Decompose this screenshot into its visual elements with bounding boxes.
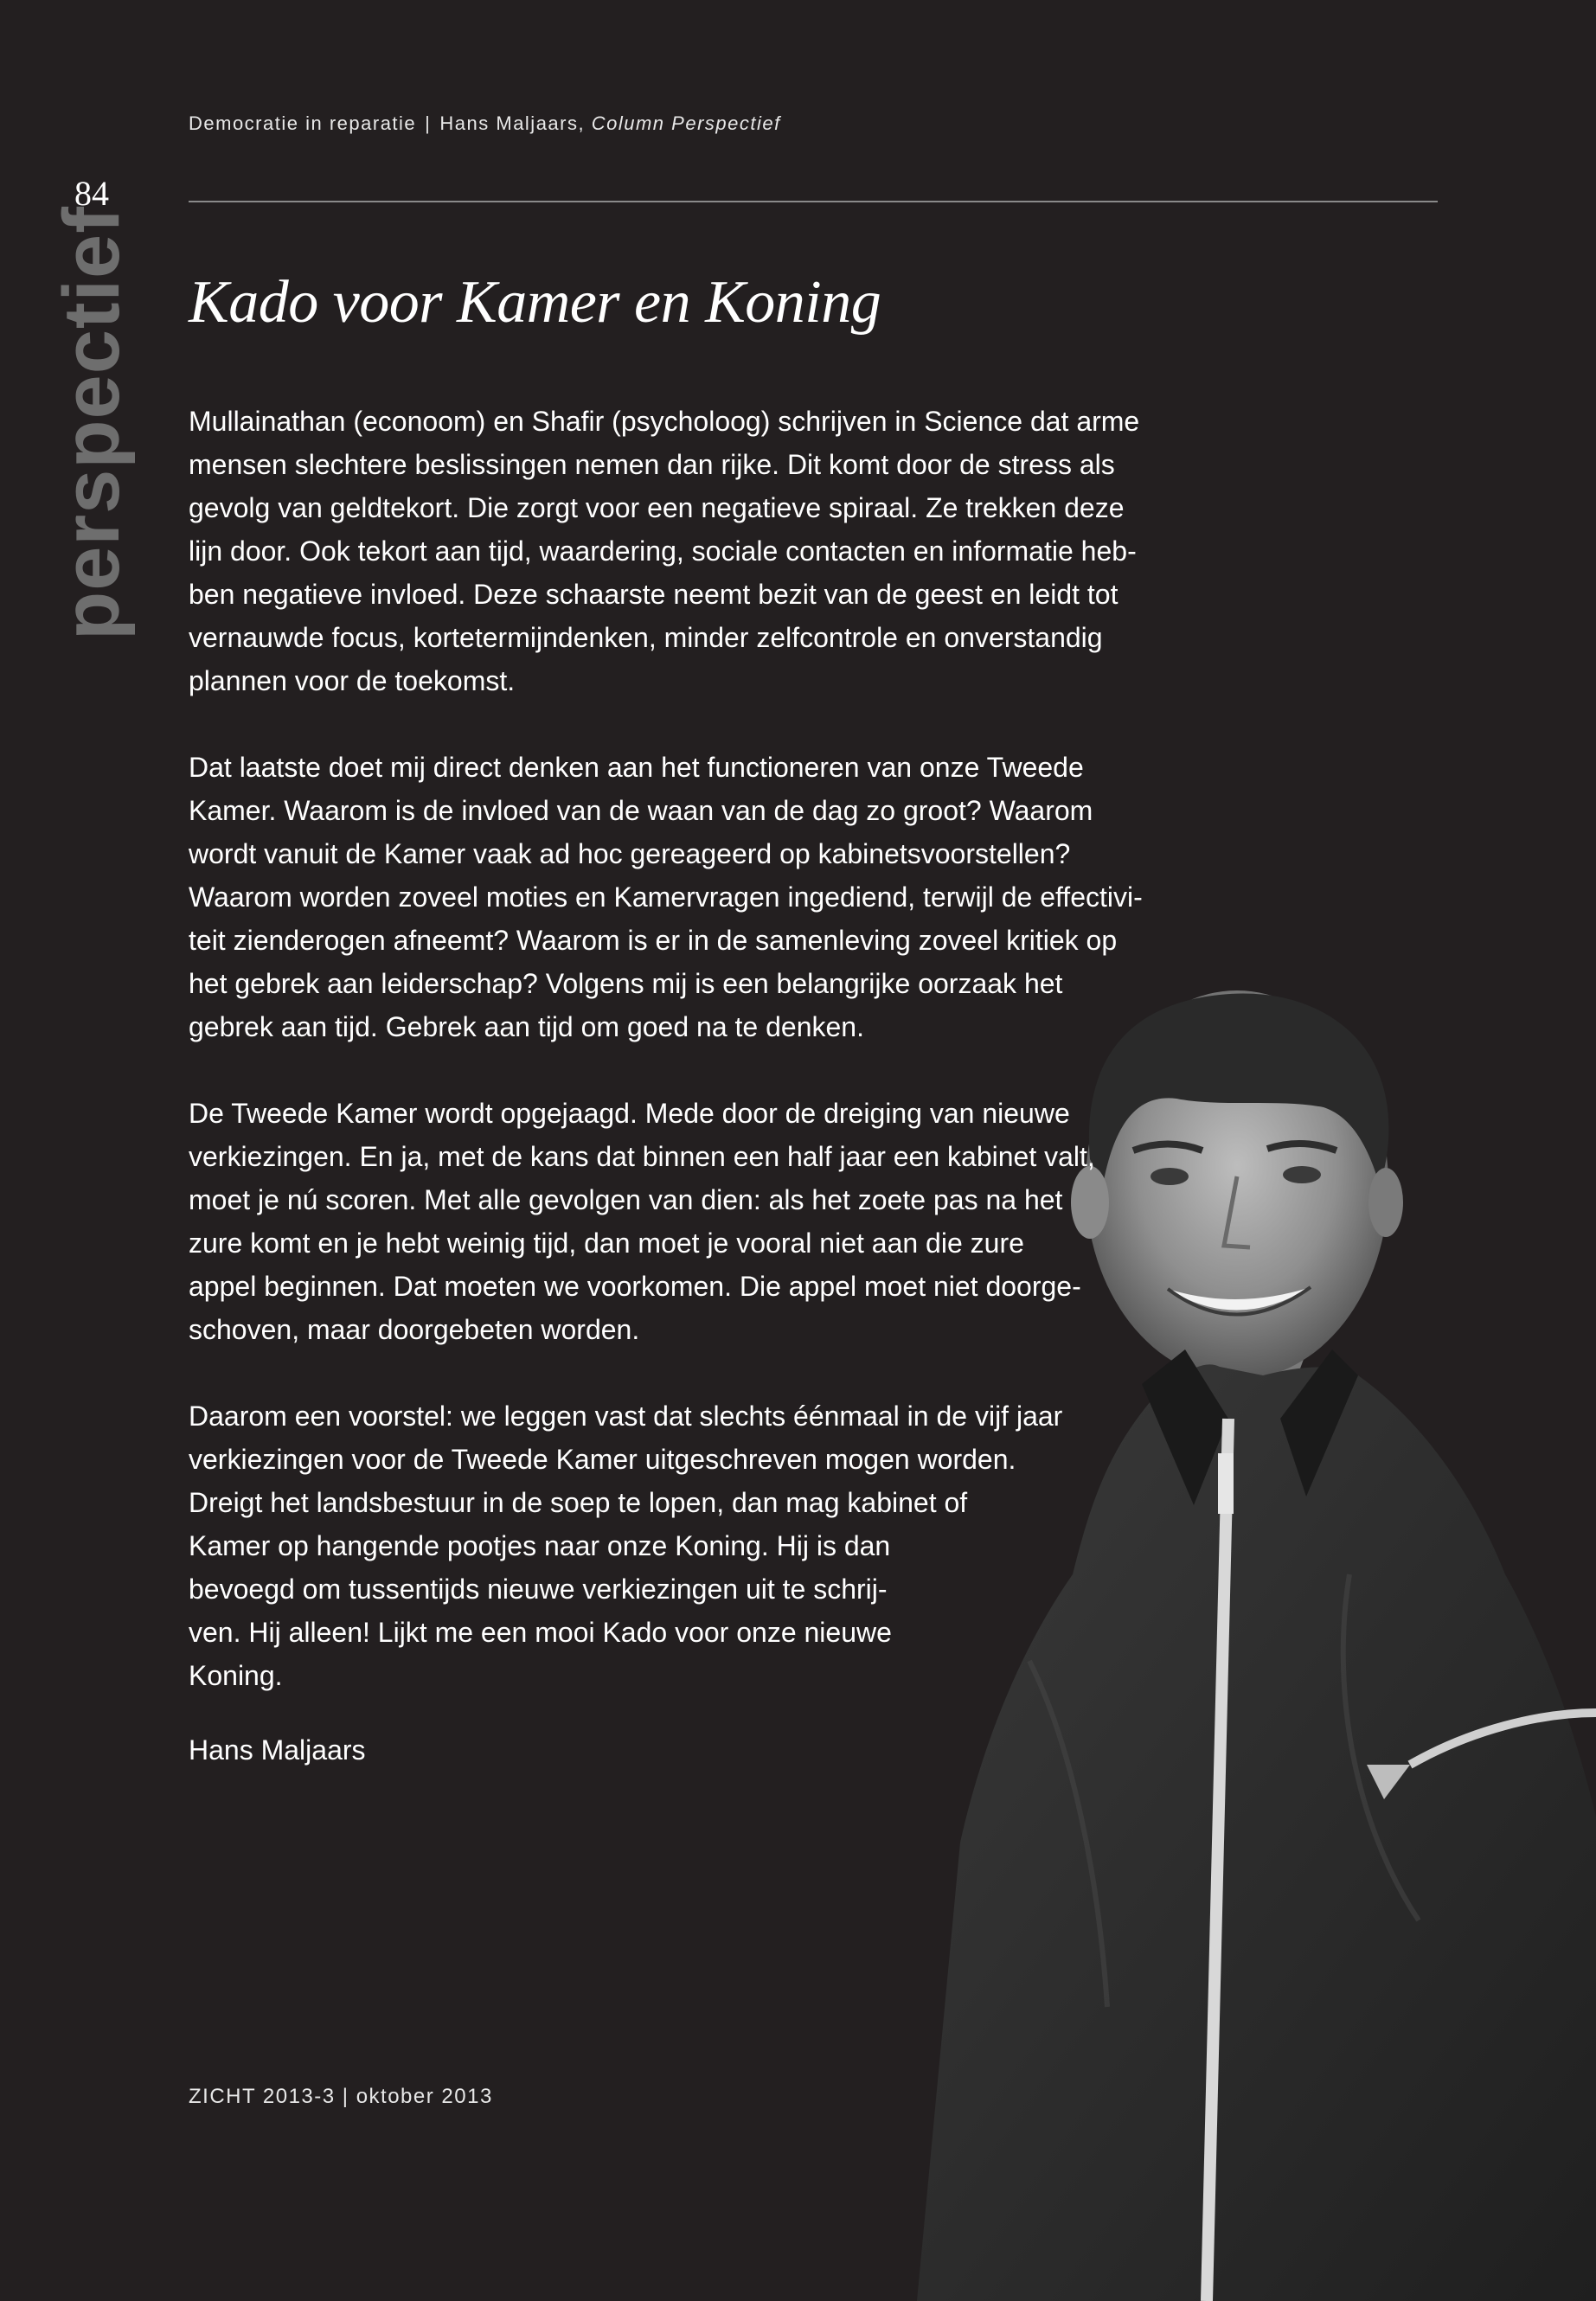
paragraph	[189, 1092, 1183, 1351]
paragraph	[189, 1394, 1183, 1697]
header-separator: |	[425, 112, 432, 134]
section-label: perspectief	[48, 206, 136, 640]
paragraph	[189, 746, 1183, 1048]
text-line: gevolg van geldtekort. Die zorgt voor een negatieve spiraal. Ze trekken deze	[189, 492, 1125, 523]
text-line: ben negatieve invloed. Deze schaarste neemt bezit van de geest en leidt tot	[189, 579, 1118, 610]
header-author: Hans Maljaars,	[439, 112, 586, 134]
text-line: Daarom een voorstel: we leggen vast dat slechts éénmaal in de vijf jaar	[189, 1400, 1063, 1432]
text-line: vernauwde focus, kortetermijndenken, minder zelfcontrole en onverstandig	[189, 622, 1103, 653]
text-line: Mullainathan (econoom) en Shafir (psycholoog) schrijven in Science dat arme	[189, 406, 1140, 437]
text-line: Kamer op hangende pootjes naar onze Koning. Hij is dan	[189, 1530, 891, 1561]
text-line: teit zienderogen afneemt? Waarom is er in de samenleving zoveel kritiek op	[189, 925, 1118, 956]
text-line: het gebrek aan leiderschap? Volgens mij is een belangrijke oorzaak het	[189, 968, 1063, 999]
running-head	[189, 112, 781, 135]
text-line: De Tweede Kamer wordt opgejaagd. Mede door de dreiging van nieuwe	[189, 1098, 1070, 1129]
text-line: appel beginnen. Dat moeten we voorkomen. Die appel moet niet doorge-	[189, 1271, 1081, 1302]
text-line: gebrek aan tijd. Gebrek aan tijd om goed na te denken.	[189, 1011, 864, 1042]
text-line: Koning.	[189, 1660, 283, 1691]
byline: Hans Maljaars	[189, 1734, 366, 1766]
text-line: zure komt en je hebt weinig tijd, dan moet je vooral niet aan die zure	[189, 1227, 1024, 1259]
header-rule	[189, 201, 1438, 202]
text-line: plannen voor de toekomst.	[189, 665, 516, 696]
text-line: schoven, maar doorgebeten worden.	[189, 1314, 640, 1345]
text-line: ven. Hij alleen! Lijkt me een mooi Kado voor onze nieuwe	[189, 1617, 892, 1648]
text-line: Dat laatste doet mij direct denken aan het functioneren van onze Tweede	[189, 752, 1084, 783]
text-line: bevoegd om tussentijds nieuwe verkiezingen uit te schrij-	[189, 1574, 888, 1605]
page-number: 84	[74, 174, 109, 213]
text-line: Dreigt het landsbestuur in de soep te lopen, dan mag kabinet of	[189, 1487, 968, 1518]
text-line: verkiezingen. En ja, met de kans dat binnen een half jaar een kabinet valt,	[189, 1141, 1095, 1172]
issue-footer: ZICHT 2013-3 | oktober 2013	[189, 2085, 493, 2108]
text-line: lijn door. Ook tekort aan tijd, waardering, sociale contacten en informatie heb-	[189, 535, 1137, 567]
article-title: Kado voor Kamer en Koning	[189, 269, 881, 336]
paragraph	[189, 400, 1183, 702]
text-line: mensen slechtere beslissingen nemen dan rijke. Dit komt door de stress als	[189, 449, 1115, 480]
article-body	[189, 400, 1183, 1740]
publication-title: Democratie in reparatie	[189, 112, 417, 134]
text-line: wordt vanuit de Kamer vaak ad hoc gereageerd op kabinetsvoorstellen?	[189, 838, 1071, 869]
text-line: verkiezingen voor de Tweede Kamer uitgeschreven mogen worden.	[189, 1444, 1016, 1475]
text-line: moet je nú scoren. Met alle gevolgen van dien: als het zoete pas na het	[189, 1184, 1063, 1215]
text-line: Kamer. Waarom is de invloed van de waan van de dag zo groot? Waarom	[189, 795, 1093, 826]
text-line: Waarom worden zoveel moties en Kamervragen ingediend, terwijl de effectivi-	[189, 881, 1143, 913]
column-name: Column Perspectief	[591, 112, 781, 134]
